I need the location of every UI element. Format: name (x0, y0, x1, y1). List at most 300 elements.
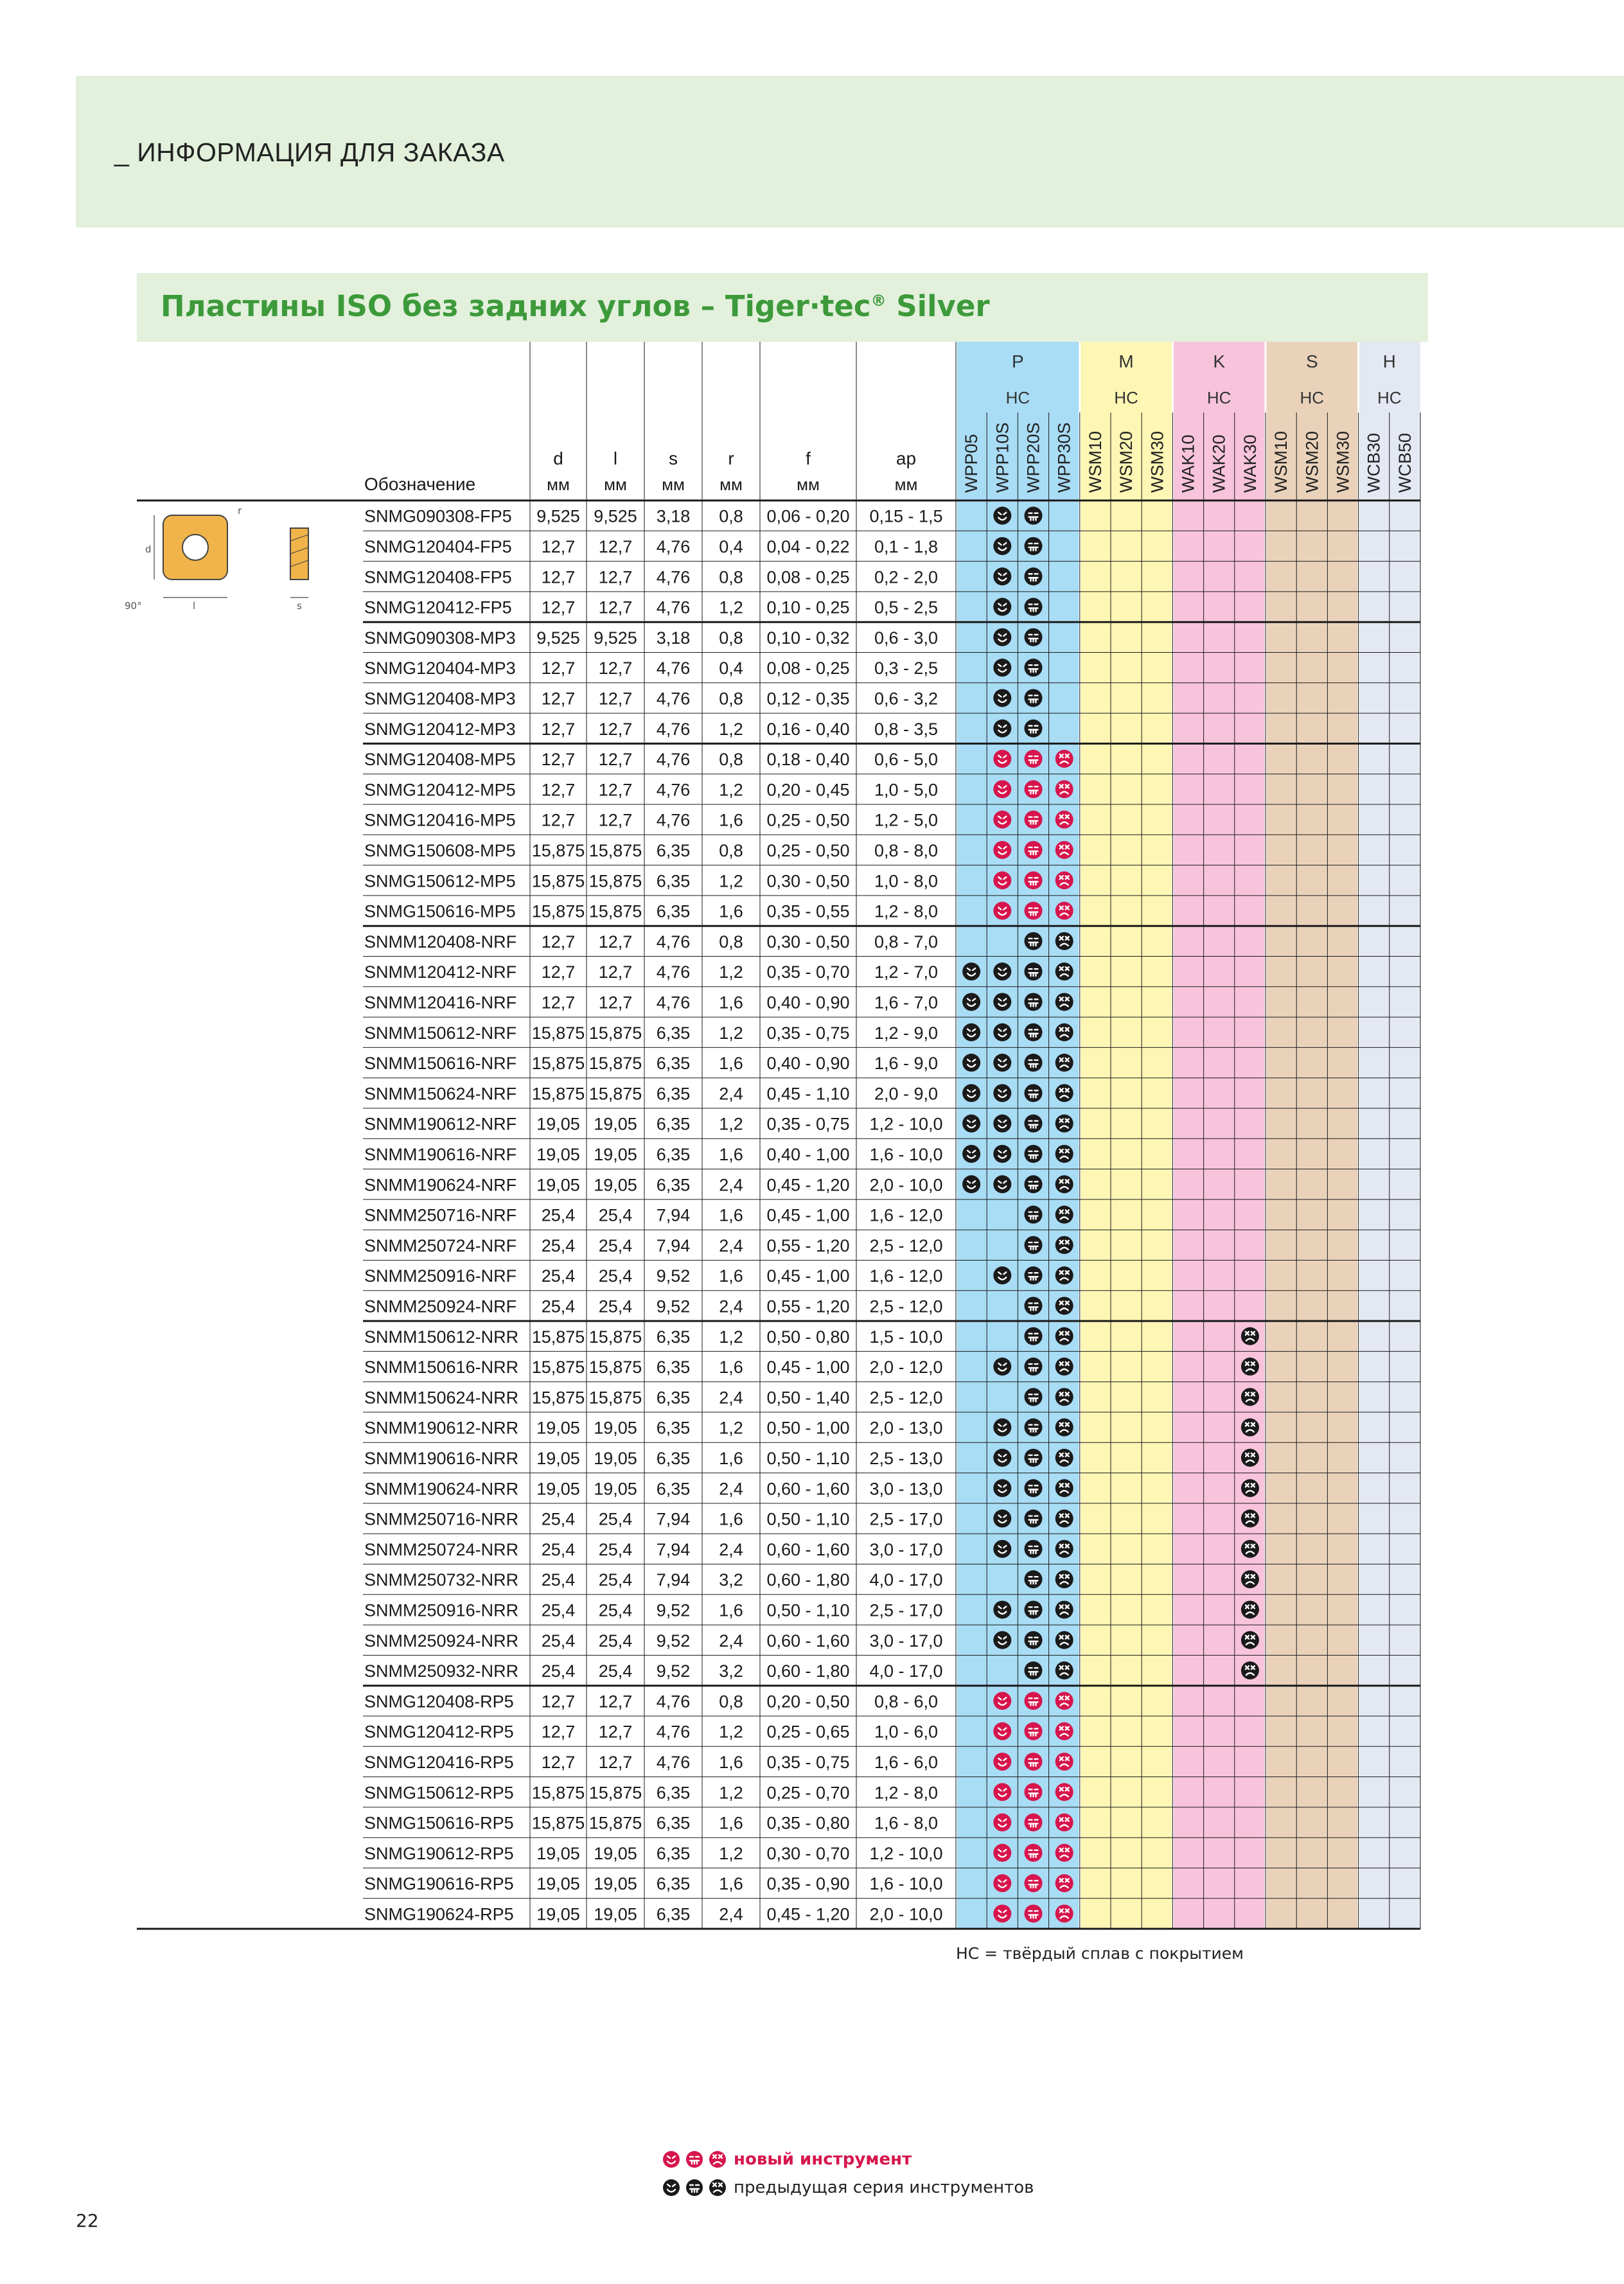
cell-l: 12,7 (598, 780, 633, 800)
header-dim-unit: мм (797, 475, 820, 494)
grade-label: WSM10 (1271, 430, 1291, 493)
cell-r: 0,8 (719, 506, 743, 526)
cell-l: 12,7 (598, 567, 633, 587)
page-number: 22 (76, 2210, 99, 2231)
grade-marker-old (993, 598, 1011, 616)
legend-old (662, 2178, 1034, 2197)
grade-marker-new (993, 1874, 1011, 1892)
page-title: _ ИНФОРМАЦИЯ ДЛЯ ЗАКАЗА (114, 137, 505, 167)
cell-d: 12,7 (541, 810, 576, 830)
cell-s: 4,76 (656, 932, 691, 952)
header-dim-unit: мм (604, 475, 627, 494)
cell-d: 15,875 (531, 1388, 585, 1408)
header-dim-name: d (553, 448, 563, 468)
grade-marker-new (1055, 811, 1073, 829)
grade-marker-old (1025, 993, 1043, 1011)
grade-marker-old (1025, 1236, 1043, 1254)
grade-marker-old (993, 567, 1011, 585)
cell-f: 0,60 - 1,60 (766, 1479, 850, 1499)
cell-f: 0,25 - 0,70 (766, 1783, 850, 1803)
cell-s: 9,52 (656, 1600, 691, 1620)
cell-s: 4,76 (656, 598, 691, 617)
grade-marker-new (1025, 1874, 1043, 1892)
grade-marker-old (993, 507, 1011, 525)
group-bg-k (1172, 342, 1266, 1929)
cell-s: 4,76 (656, 810, 691, 830)
cell-d: 12,7 (541, 1752, 576, 1772)
cell-f: 0,08 - 0,25 (766, 567, 850, 587)
cell-ap: 1,5 - 10,0 (869, 1327, 943, 1347)
cell-ap: 1,2 - 9,0 (874, 1023, 939, 1043)
cell-ap: 4,0 - 17,0 (869, 1570, 943, 1590)
grade-marker-old (1055, 1570, 1073, 1588)
grade-marker-new (993, 902, 1011, 920)
cell-f: 0,55 - 1,20 (766, 1297, 850, 1316)
grade-marker-old (1055, 1631, 1073, 1649)
grade-marker-old (1025, 1358, 1043, 1376)
cell-designation: SNMG090308-FP5 (364, 506, 512, 526)
cell-d: 25,4 (541, 1509, 576, 1529)
group-bg-s (1266, 342, 1359, 1929)
cell-l: 15,875 (588, 871, 642, 891)
grade-marker-old (1241, 1600, 1259, 1618)
cell-d: 15,875 (531, 1327, 585, 1347)
cell-designation: SNMG150616-MP5 (364, 901, 516, 921)
cell-ap: 2,5 - 12,0 (869, 1297, 943, 1316)
grade-marker-old (993, 1266, 1011, 1284)
grade-marker-old (1025, 720, 1043, 738)
grade-label: WAK20 (1209, 434, 1229, 493)
cell-r: 1,6 (719, 1358, 743, 1377)
cell-d: 19,05 (536, 1448, 580, 1468)
header-dim-unit: мм (894, 475, 918, 494)
cell-designation: SNMG120404-FP5 (364, 536, 512, 556)
cell-s: 4,76 (656, 567, 691, 587)
cell-f: 0,04 - 0,22 (766, 536, 850, 556)
cell-r: 1,6 (719, 1144, 743, 1164)
insert-diagram (122, 501, 340, 623)
grade-marker-old (1055, 1358, 1073, 1376)
cell-f: 0,45 - 1,00 (766, 1205, 850, 1225)
grade-marker-old (1055, 1419, 1073, 1437)
cell-s: 4,76 (656, 1722, 691, 1742)
cell-d: 25,4 (541, 1205, 576, 1225)
cell-designation: SNMG090308-MP3 (364, 628, 516, 648)
cell-s: 9,52 (656, 1297, 691, 1316)
grade-marker-new (993, 1783, 1011, 1801)
grade-label: WSM30 (1333, 430, 1353, 493)
cell-designation: SNMM120408-NRF (364, 932, 517, 952)
grade-marker-old (1025, 1419, 1043, 1437)
cell-l: 15,875 (588, 1054, 642, 1074)
grade-marker-old (1055, 1084, 1073, 1102)
cell-s: 6,35 (656, 1358, 691, 1377)
cell-d: 12,7 (541, 1722, 576, 1742)
grade-marker-old (993, 1115, 1011, 1133)
cell-s: 6,35 (656, 1175, 691, 1195)
cell-s: 6,35 (656, 1084, 691, 1104)
grade-marker-old (993, 537, 1011, 555)
cell-s: 4,76 (656, 659, 691, 678)
cell-r: 1,6 (719, 1054, 743, 1074)
grade-marker-new (1055, 780, 1073, 798)
cell-designation: SNMG190612-RP5 (364, 1843, 514, 1863)
cell-s: 6,35 (656, 1448, 691, 1468)
grade-marker-old (1055, 962, 1073, 980)
cell-s: 4,76 (656, 1752, 691, 1772)
cell-l: 12,7 (598, 810, 633, 830)
cell-l: 25,4 (598, 1266, 633, 1286)
grade-marker-new (993, 780, 1011, 798)
cell-l: 25,4 (598, 1509, 633, 1529)
cell-ap: 0,8 - 6,0 (874, 1692, 939, 1712)
cell-s: 9,52 (656, 1661, 691, 1681)
cell-d: 19,05 (536, 1175, 580, 1195)
cell-l: 12,7 (598, 1692, 633, 1712)
cell-ap: 3,0 - 17,0 (869, 1631, 943, 1651)
grade-marker-new (1025, 750, 1043, 768)
cell-designation: SNMG150612-RP5 (364, 1783, 514, 1803)
grade-marker-new (1055, 750, 1073, 768)
grade-marker-old (962, 962, 980, 980)
cell-l: 15,875 (588, 1388, 642, 1408)
cell-d: 12,7 (541, 536, 576, 556)
header-designation: Обозначение (364, 474, 476, 494)
cell-r: 2,4 (719, 1175, 743, 1195)
cell-designation: SNMG120412-MP3 (364, 719, 516, 739)
group-letter: M (1118, 351, 1134, 371)
cell-d: 15,875 (531, 871, 585, 891)
grade-marker-old (1055, 1297, 1073, 1315)
grade-marker-old (1025, 537, 1043, 555)
grade-marker-old (1055, 1115, 1073, 1133)
grade-marker-old (962, 1054, 980, 1072)
cell-d: 12,7 (541, 719, 576, 739)
grade-marker-old (1025, 659, 1043, 677)
cell-r: 1,2 (719, 962, 743, 982)
cell-d: 19,05 (536, 1479, 580, 1499)
grade-marker-new (1025, 1692, 1043, 1710)
cell-s: 6,35 (656, 1843, 691, 1863)
grade-marker-old (993, 1145, 1011, 1163)
grade-marker-old (1241, 1449, 1259, 1467)
grade-label: WCB50 (1395, 432, 1415, 493)
cell-s: 4,76 (656, 1692, 691, 1712)
dim-label-l: l (193, 600, 196, 612)
dim-label-r: r (238, 505, 242, 517)
grade-marker-old (1241, 1358, 1259, 1376)
cell-l: 25,4 (598, 1297, 633, 1316)
header-dim-unit: мм (547, 475, 570, 494)
cell-ap: 2,0 - 9,0 (874, 1084, 939, 1104)
grade-marker-new (1055, 1692, 1073, 1710)
legend-old-icons (662, 2178, 727, 2197)
cell-r: 0,8 (719, 840, 743, 860)
header-dim-name: ap (896, 448, 917, 468)
cell-d: 12,7 (541, 659, 576, 678)
cell-r: 2,4 (719, 1235, 743, 1255)
legend-new (662, 2150, 912, 2169)
cell-designation: SNMM150612-NRF (364, 1023, 517, 1043)
insert-hole (182, 535, 208, 560)
cell-ap: 0,15 - 1,5 (869, 506, 943, 526)
cell-ap: 0,8 - 8,0 (874, 840, 939, 860)
grade-marker-old (993, 1600, 1011, 1618)
cell-d: 25,4 (541, 1661, 576, 1681)
cell-ap: 1,2 - 10,0 (869, 1843, 943, 1863)
grade-marker-old (993, 1540, 1011, 1558)
cell-s: 6,35 (656, 1054, 691, 1074)
header-dim-name: l (613, 448, 618, 468)
cell-ap: 1,6 - 6,0 (874, 1752, 939, 1772)
cell-s: 9,52 (656, 1266, 691, 1286)
cell-designation: SNMM250924-NRF (364, 1297, 517, 1316)
cell-r: 2,4 (719, 1479, 743, 1499)
cell-designation: SNMM190624-NRR (364, 1479, 519, 1499)
cell-d: 25,4 (541, 1631, 576, 1651)
grade-marker-old (1025, 1115, 1043, 1133)
cell-f: 0,25 - 0,50 (766, 840, 850, 860)
grade-label: WAK10 (1178, 434, 1198, 493)
cell-designation: SNMG150616-RP5 (364, 1813, 514, 1833)
cell-r: 1,2 (719, 1418, 743, 1438)
cell-f: 0,60 - 1,80 (766, 1570, 850, 1590)
cell-r: 0,8 (719, 567, 743, 587)
grade-marker-old (1241, 1510, 1259, 1528)
cell-f: 0,35 - 0,75 (766, 1752, 850, 1772)
cell-d: 9,525 (536, 506, 580, 526)
grade-marker-new (1055, 1844, 1073, 1862)
grade-marker-old (1055, 1236, 1073, 1254)
cell-ap: 1,2 - 7,0 (874, 962, 939, 982)
cell-f: 0,45 - 1,00 (766, 1266, 850, 1286)
grade-marker-new (1055, 1722, 1073, 1740)
cell-f: 0,30 - 0,50 (766, 932, 850, 952)
grade-marker-old (1241, 1388, 1259, 1406)
group-bg-m (1080, 342, 1173, 1929)
cell-r: 3,2 (719, 1661, 743, 1681)
cell-ap: 0,6 - 5,0 (874, 750, 939, 770)
cell-f: 0,45 - 1,20 (766, 1175, 850, 1195)
header-dim-name: r (728, 448, 734, 468)
face-icon-old-c (708, 2178, 727, 2197)
cell-d: 12,7 (541, 598, 576, 617)
cell-s: 7,94 (656, 1539, 691, 1559)
grade-marker-old (1025, 628, 1043, 646)
cell-r: 1,6 (719, 1600, 743, 1620)
cell-ap: 3,0 - 17,0 (869, 1539, 943, 1559)
cell-s: 6,35 (656, 1327, 691, 1347)
cell-designation: SNMG190616-RP5 (364, 1874, 514, 1894)
grade-marker-new (1025, 871, 1043, 889)
cell-s: 6,35 (656, 840, 691, 860)
cell-l: 9,525 (594, 506, 637, 526)
cell-f: 0,50 - 1,10 (766, 1509, 850, 1529)
grade-marker-old (962, 1023, 980, 1041)
grade-marker-old (993, 689, 1011, 707)
cell-ap: 2,5 - 12,0 (869, 1235, 943, 1255)
cell-designation: SNMG150608-MP5 (364, 840, 516, 860)
cell-designation: SNMG120412-RP5 (364, 1722, 514, 1742)
cell-s: 7,94 (656, 1235, 691, 1255)
grade-marker-old (993, 1175, 1011, 1193)
cell-ap: 1,2 - 8,0 (874, 901, 939, 921)
cell-ap: 1,0 - 8,0 (874, 871, 939, 891)
cell-designation: SNMM150616-NRR (364, 1358, 519, 1377)
grade-marker-old (1055, 1327, 1073, 1345)
cell-s: 6,35 (656, 1479, 691, 1499)
cell-f: 0,50 - 1,40 (766, 1388, 850, 1408)
cell-f: 0,60 - 1,80 (766, 1661, 850, 1681)
grade-marker-new (1055, 1904, 1073, 1922)
cell-l: 12,7 (598, 719, 633, 739)
grade-marker-old (1055, 1661, 1073, 1679)
grade-label: WSM10 (1085, 430, 1105, 493)
cell-designation: SNMM250916-NRR (364, 1600, 519, 1620)
cell-l: 25,4 (598, 1205, 633, 1225)
cell-f: 0,45 - 1,20 (766, 1904, 850, 1924)
cell-ap: 2,0 - 10,0 (869, 1904, 943, 1924)
face-icon-new-a (685, 2150, 704, 2169)
cell-ap: 1,6 - 12,0 (869, 1205, 943, 1225)
footnote: HC = твёрдый сплав с покрытием (956, 1944, 1244, 1963)
grade-marker-new (993, 1814, 1011, 1832)
cell-f: 0,60 - 1,60 (766, 1539, 850, 1559)
cell-s: 6,35 (656, 1418, 691, 1438)
cell-f: 0,35 - 0,70 (766, 962, 850, 982)
grade-marker-old (993, 1419, 1011, 1437)
grade-marker-old (962, 1084, 980, 1102)
cell-ap: 1,2 - 8,0 (874, 1783, 939, 1803)
cell-s: 6,35 (656, 901, 691, 921)
cell-r: 0,4 (719, 536, 743, 556)
face-icon-new-c (708, 2150, 727, 2169)
cell-d: 25,4 (541, 1266, 576, 1286)
cell-s: 4,76 (656, 780, 691, 800)
grade-marker-old (993, 1631, 1011, 1649)
cell-r: 1,6 (719, 1509, 743, 1529)
cell-ap: 2,0 - 12,0 (869, 1358, 943, 1377)
cell-ap: 0,6 - 3,2 (874, 689, 939, 709)
cell-d: 12,7 (541, 1692, 576, 1712)
cell-ap: 0,3 - 2,5 (874, 659, 939, 678)
cell-r: 1,2 (719, 1843, 743, 1863)
group-sub: HC (1005, 388, 1030, 407)
grade-marker-old (993, 1510, 1011, 1528)
grade-marker-new (1025, 811, 1043, 829)
cell-d: 19,05 (536, 1843, 580, 1863)
grade-marker-old (1025, 1023, 1043, 1041)
grade-marker-old (1241, 1419, 1259, 1437)
cell-designation: SNMG120408-MP5 (364, 750, 516, 770)
grade-marker-old (962, 1175, 980, 1193)
cell-d: 12,7 (541, 689, 576, 709)
cell-r: 0,8 (719, 932, 743, 952)
grade-marker-old (1055, 1388, 1073, 1406)
grade-marker-old (1241, 1327, 1259, 1345)
group-letter: H (1382, 351, 1396, 371)
cell-l: 19,05 (594, 1418, 637, 1438)
grade-marker-old (1241, 1631, 1259, 1649)
cell-l: 15,875 (588, 1358, 642, 1377)
cell-d: 19,05 (536, 1114, 580, 1134)
cell-l: 19,05 (594, 1843, 637, 1863)
cell-d: 19,05 (536, 1904, 580, 1924)
grade-marker-old (993, 1084, 1011, 1102)
group-sub: HC (1377, 388, 1402, 407)
grade-marker-new (1025, 841, 1043, 859)
cell-l: 15,875 (588, 840, 642, 860)
grade-marker-old (1055, 1023, 1073, 1041)
legend-new-label: новый инструмент (734, 2150, 912, 2169)
grade-marker-new (1025, 1783, 1043, 1801)
cell-r: 1,6 (719, 1266, 743, 1286)
cell-r: 1,2 (719, 780, 743, 800)
cell-l: 19,05 (594, 1144, 637, 1164)
cell-r: 1,6 (719, 1874, 743, 1894)
cell-designation: SNMM150624-NRR (364, 1388, 519, 1408)
cell-ap: 2,0 - 13,0 (869, 1418, 943, 1438)
grade-marker-new (1025, 1904, 1043, 1922)
cell-f: 0,20 - 0,50 (766, 1692, 850, 1712)
cell-s: 4,76 (656, 536, 691, 556)
cell-l: 25,4 (598, 1570, 633, 1590)
cell-l: 15,875 (588, 1084, 642, 1104)
cell-d: 15,875 (531, 1358, 585, 1377)
cell-s: 4,76 (656, 689, 691, 709)
cell-designation: SNMG120408-RP5 (364, 1692, 514, 1712)
cell-d: 19,05 (536, 1144, 580, 1164)
cell-ap: 1,6 - 10,0 (869, 1144, 943, 1164)
cell-designation: SNMG190624-RP5 (364, 1904, 514, 1924)
cell-r: 2,4 (719, 1904, 743, 1924)
dim-label-s: s (297, 600, 302, 612)
cell-l: 12,7 (598, 689, 633, 709)
cell-f: 0,10 - 0,32 (766, 628, 850, 648)
cell-f: 0,50 - 1,10 (766, 1448, 850, 1468)
cell-r: 1,2 (719, 719, 743, 739)
cell-f: 0,30 - 0,70 (766, 1843, 850, 1863)
cell-designation: SNMM120412-NRF (364, 962, 517, 982)
cell-r: 1,2 (719, 871, 743, 891)
grade-marker-new (993, 1904, 1011, 1922)
cell-l: 15,875 (588, 1783, 642, 1803)
cell-r: 2,4 (719, 1084, 743, 1104)
grade-marker-old (1055, 1266, 1073, 1284)
cell-ap: 0,8 - 7,0 (874, 932, 939, 952)
cell-ap: 1,0 - 5,0 (874, 780, 939, 800)
grade-marker-old (962, 1115, 980, 1133)
cell-f: 0,18 - 0,40 (766, 750, 850, 770)
cell-d: 25,4 (541, 1570, 576, 1590)
cell-ap: 0,5 - 2,5 (874, 598, 939, 617)
cell-f: 0,08 - 0,25 (766, 659, 850, 678)
cell-s: 6,35 (656, 1813, 691, 1833)
cell-ap: 2,5 - 17,0 (869, 1509, 943, 1529)
cell-r: 1,6 (719, 1448, 743, 1468)
grade-marker-old (1025, 1327, 1043, 1345)
cell-ap: 0,8 - 3,5 (874, 719, 939, 739)
cell-designation: SNMG120404-MP3 (364, 659, 516, 678)
grade-marker-new (1055, 871, 1073, 889)
face-icon-old-b (662, 2178, 681, 2197)
grade-marker-old (993, 1054, 1011, 1072)
cell-ap: 1,0 - 6,0 (874, 1722, 939, 1742)
cell-f: 0,35 - 0,90 (766, 1874, 850, 1894)
grade-label: WAK30 (1240, 434, 1260, 493)
grade-marker-old (1025, 932, 1043, 950)
cell-designation: SNMG120408-MP3 (364, 689, 516, 709)
